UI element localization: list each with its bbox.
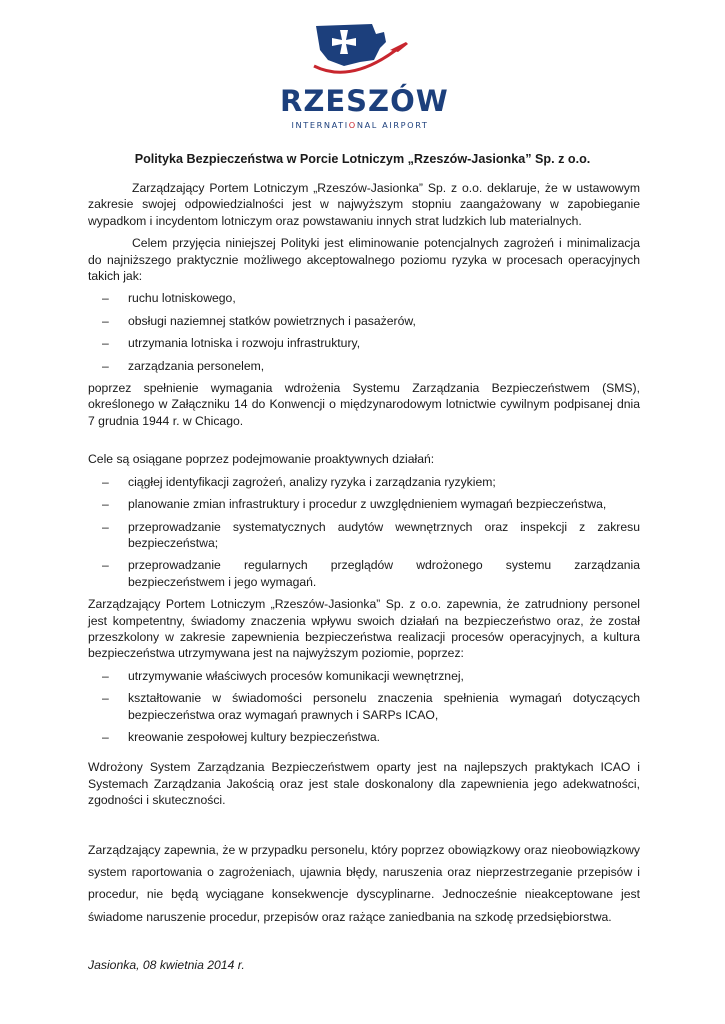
list-item: – zarządzania personelem,: [102, 358, 265, 373]
culture-list: [88, 668, 640, 746]
signature-date: Jasionka, 08 kwietnia 2014 r.: [88, 958, 245, 972]
logo-subtitle-part2: O: [348, 120, 357, 130]
document-body: [88, 180, 640, 928]
list-item: – utrzymania lotniska i rozwoju infrastruktury,: [102, 336, 361, 351]
list-item: – utrzymywanie właściwych procesów komunikacji wewnętrznej,: [102, 668, 464, 683]
list-item: – kształtowanie w świadomości personelu znaczenia spełnienia wymagań dotyczących bezpieczeństwa oraz wymagań prawnych i SARPs ICAO,: [102, 691, 640, 722]
logo-subtitle: [280, 120, 440, 130]
paragraph-declaration: Zarządzający Portem Lotniczym „Rzeszów-Jasionka” Sp. z o.o. deklaruje, że w ustawowym zakresie swojej odpowiedzialności jest w najwyższym stopniu zaangażowany w zapobieganie wypadkom i incydentom lotniczym oraz powstawaniu innych strat ludzkich lub materialnych.: [88, 181, 640, 228]
airport-emblem-icon: [310, 20, 410, 84]
paragraph-sms: poprzez spełnienie wymagania wdrożenia Systemu Zarządzania Bezpieczeństwem (SMS), określonego w Załączniku 14 do Konwencji o międzynarodowym lotnictwie cywilnym podpisanej dnia 7 grudnia 1944 r. w Chicago.: [88, 381, 640, 428]
document-title: Polityka Bezpieczeństwa w Porcie Lotniczym „Rzeszów-Jasionka” Sp. z o.o.: [134, 152, 591, 166]
list-item: – obsługi naziemnej statków powietrznych i pasażerów,: [102, 313, 416, 328]
paragraph-system: Wdrożony System Zarządzania Bezpieczeństwem oparty jest na najlepszych praktykach ICAO i Systemach Zarządzania Jakością oraz jest stale doskonalony dla zapewnienia jego adekwatności, zgodności i skuteczności.: [88, 760, 640, 808]
logo-subtitle-part1: INTERNATI: [291, 120, 349, 130]
list-item: – przeprowadzanie regularnych przeglądów wdrożonego systemu zarządzania bezpieczeństwem i jego wymagań.: [102, 558, 640, 589]
paragraph-objective: Celem przyjęcia niniejszej Polityki jest eliminowanie potencjalnych zagrożeń i minimalizacja do najniższego praktycznie możliwego akceptowalnego poziomu ryzyka w procesach operacyjnych takich jak:: [88, 236, 640, 284]
logo-subtitle-part3: NAL AIRPORT: [356, 120, 429, 130]
list-item: – ruchu lotniskowego,: [102, 291, 236, 306]
list-item: – przeprowadzanie systematycznych audytów wewnętrznych oraz inspekcji z zakresu bezpieczeństwa;: [102, 519, 640, 550]
airport-logo: [280, 20, 449, 130]
paragraph-reporting: Zarządzający zapewnia, że w przypadku personelu, który poprzez obowiązkowy oraz nieobowiązkowy system raportowania o zagrożeniach, ujawnia błędy, naruszenia oraz nieprzestrzeganie przepisów i procedur, nie będą wyciągane konsekwencje dyscyplinarne. Jednocześnie nieakceptowane jest świadome naruszenie procedur, przepisów oraz rażące zaniedbania na szkodę przedsiębiorstwa.: [88, 842, 640, 924]
list-item: – kreowanie zespołowej kultury bezpieczeństwa.: [102, 729, 381, 744]
actions-list: [88, 474, 640, 590]
process-list: [88, 290, 640, 374]
list-item: – planowanie zmian infrastruktury i procedur z uwzględnieniem wymagań bezpieczeństwa,: [102, 497, 607, 512]
list-item: – ciągłej identyfikacji zagrożeń, analizy ryzyka i zarządzania ryzykiem;: [102, 474, 496, 489]
paragraph-personnel: Zarządzający Portem Lotniczym „Rzeszów-Jasionka” Sp. z o.o. zapewnia, że zatrudniony personel jest kompetentny, świadomy znaczenia wpływu swoich działań na bezpieczeństwo oraz, że został przeszkolony w zakresie zapewnienia bezpieczeństwa realizacji procesów operacyjnych, a kultura bezpieczeństwa utrzymywana jest na najwyższym poziomie, poprzez:: [88, 597, 640, 661]
paragraph-goals: Cele są osiągane poprzez podejmowanie proaktywnych działań:: [88, 452, 435, 467]
logo-name: RZESZÓW: [280, 84, 449, 118]
